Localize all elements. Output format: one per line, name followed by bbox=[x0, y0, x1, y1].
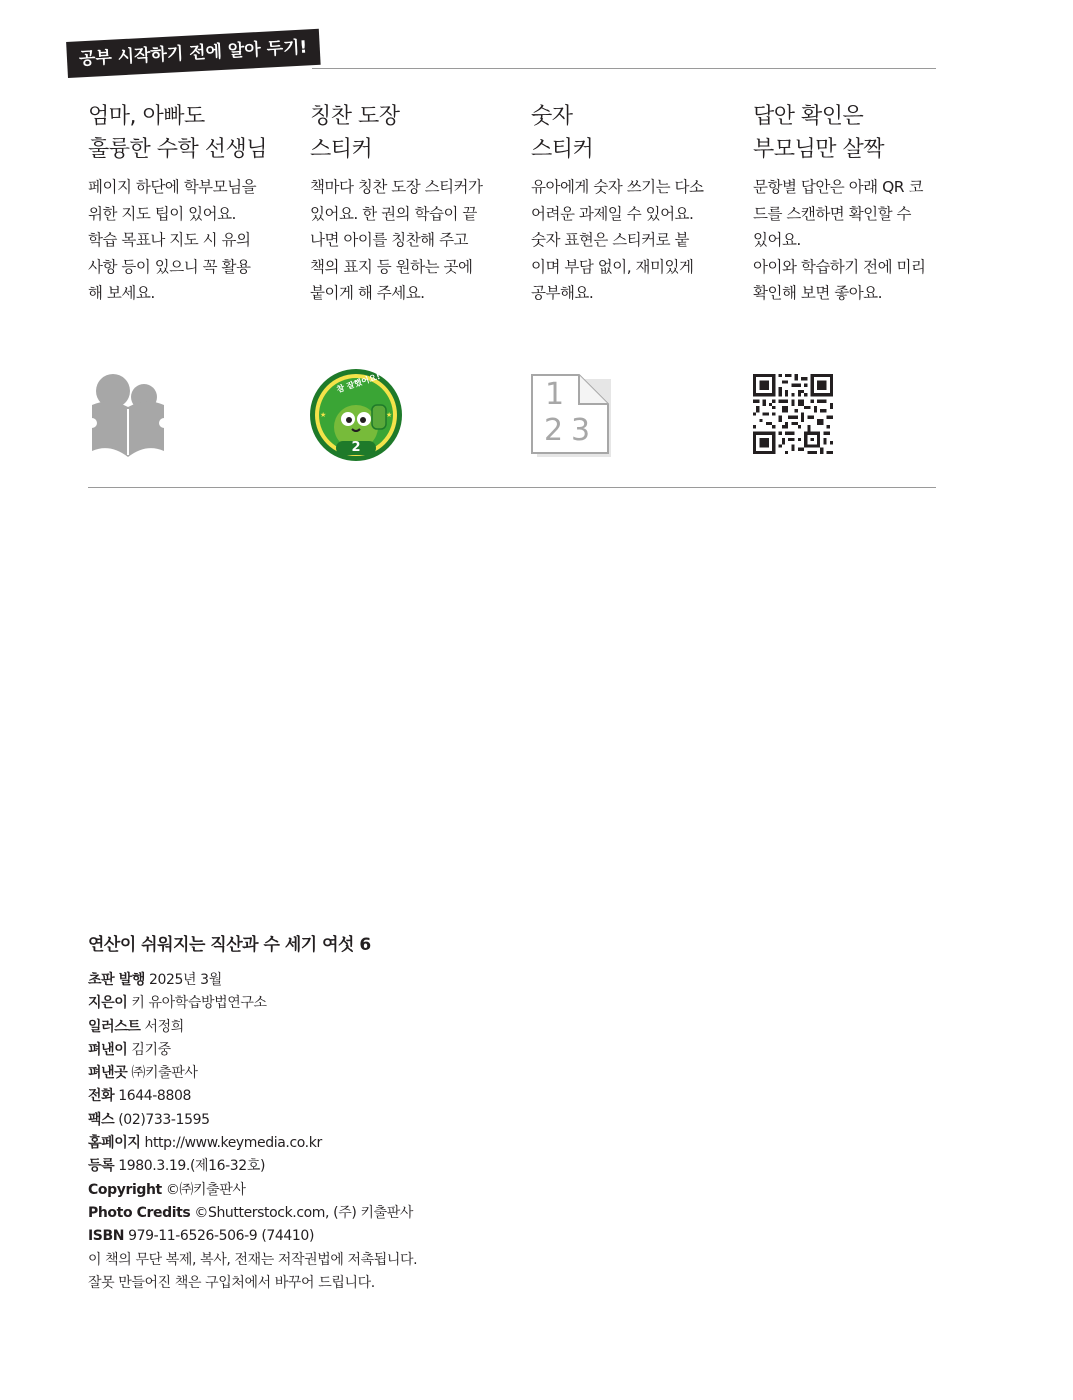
colophon-row: 펴낸이 김기중 bbox=[88, 1041, 171, 1058]
qr-code-icon bbox=[753, 374, 833, 454]
colophon-row: 초판 발행 2025년 3월 bbox=[88, 972, 222, 988]
bottom-divider bbox=[88, 487, 936, 488]
top-divider bbox=[312, 68, 936, 69]
column-body: 책마다 칭찬 도장 스티커가 있어요. 한 권의 학습이 끝 나면 아이를 칭찬해 주고 책의 표지 등 원하는 곳에 붙이게 해 주세요. bbox=[310, 178, 483, 302]
colophon-row: 전화 1644-8808 bbox=[88, 1088, 191, 1105]
number-sticker-page-icon bbox=[531, 367, 615, 459]
colophon-row: 지은이 키 유아학습방법연구소 bbox=[88, 995, 267, 1012]
praise-stamp-sticker-icon bbox=[308, 367, 404, 463]
info-column-number-sticker bbox=[531, 100, 731, 307]
colophon-row: 일러스트 서정희 bbox=[88, 1018, 184, 1035]
section-tag: 공부 시작하기 전에 알아 두기! bbox=[66, 29, 320, 78]
colophon-row: Copyright ©㈜키출판사 bbox=[88, 1181, 246, 1198]
column-body: 페이지 하단에 학부모님을 위한 지도 팁이 있어요. 학습 목표나 지도 시 유의 사항 등이 있으니 꼭 활용 해 보세요. bbox=[88, 178, 257, 302]
sticker-text: 참 잘했어요! bbox=[335, 371, 382, 395]
column-title: 엄마, 아빠도 훌륭한 수학 선생님 bbox=[88, 104, 268, 162]
digit-one: 1 bbox=[545, 377, 565, 412]
parents-reading-icon bbox=[88, 367, 168, 459]
column-title: 숫자 스티커 bbox=[531, 104, 594, 162]
book-title: 연산이 쉬워지는 직산과 수 세기 여섯 6 bbox=[88, 935, 371, 955]
colophon-row: 팩스 (02)733-1595 bbox=[88, 1111, 210, 1128]
digit-two: 2 bbox=[544, 413, 564, 448]
info-column-answers bbox=[753, 100, 953, 307]
colophon-row: 등록 1980.3.19.(제16-32호) bbox=[88, 1158, 266, 1175]
info-column-parents bbox=[88, 100, 288, 307]
svg-text:★: ★ bbox=[386, 411, 393, 419]
column-body: 문항별 답안은 아래 QR 코 드를 스캔하면 확인할 수 있어요. 아이와 학습하기 전에 미리 확인해 보면 좋아요. bbox=[753, 178, 926, 302]
exchange-notice: 잘못 만들어진 책은 구입처에서 바꾸어 드립니다. bbox=[88, 1274, 375, 1291]
digit-three: 3 bbox=[571, 413, 591, 448]
sticker-number: 2 bbox=[351, 440, 361, 455]
copyright-notice: 이 책의 무단 복제, 복사, 전재는 저작권법에 저촉됩니다. bbox=[88, 1251, 418, 1268]
colophon-row: Photo Credits ©Shutterstock.com, (주) 키출판사 bbox=[88, 1204, 413, 1221]
svg-text:★: ★ bbox=[320, 411, 327, 419]
column-body: 유아에게 숫자 쓰기는 다소 어려운 과제일 수 있어요. 숫자 표현은 스티커로 붙 이며 부담 없이, 재미있게 공부해요. bbox=[531, 178, 704, 302]
column-title: 칭찬 도장 스티커 bbox=[310, 104, 400, 162]
colophon-row: 펴낸곳 ㈜키출판사 bbox=[88, 1065, 198, 1082]
colophon bbox=[88, 930, 417, 1295]
colophon-row: ISBN 979-11-6526-506-9 (74410) bbox=[88, 1228, 315, 1245]
column-title: 답안 확인은 부모님만 살짝 bbox=[753, 104, 885, 162]
info-column-stamp-sticker bbox=[310, 100, 510, 307]
colophon-row: 홈페이지 http://www.keymedia.co.kr bbox=[88, 1135, 322, 1152]
